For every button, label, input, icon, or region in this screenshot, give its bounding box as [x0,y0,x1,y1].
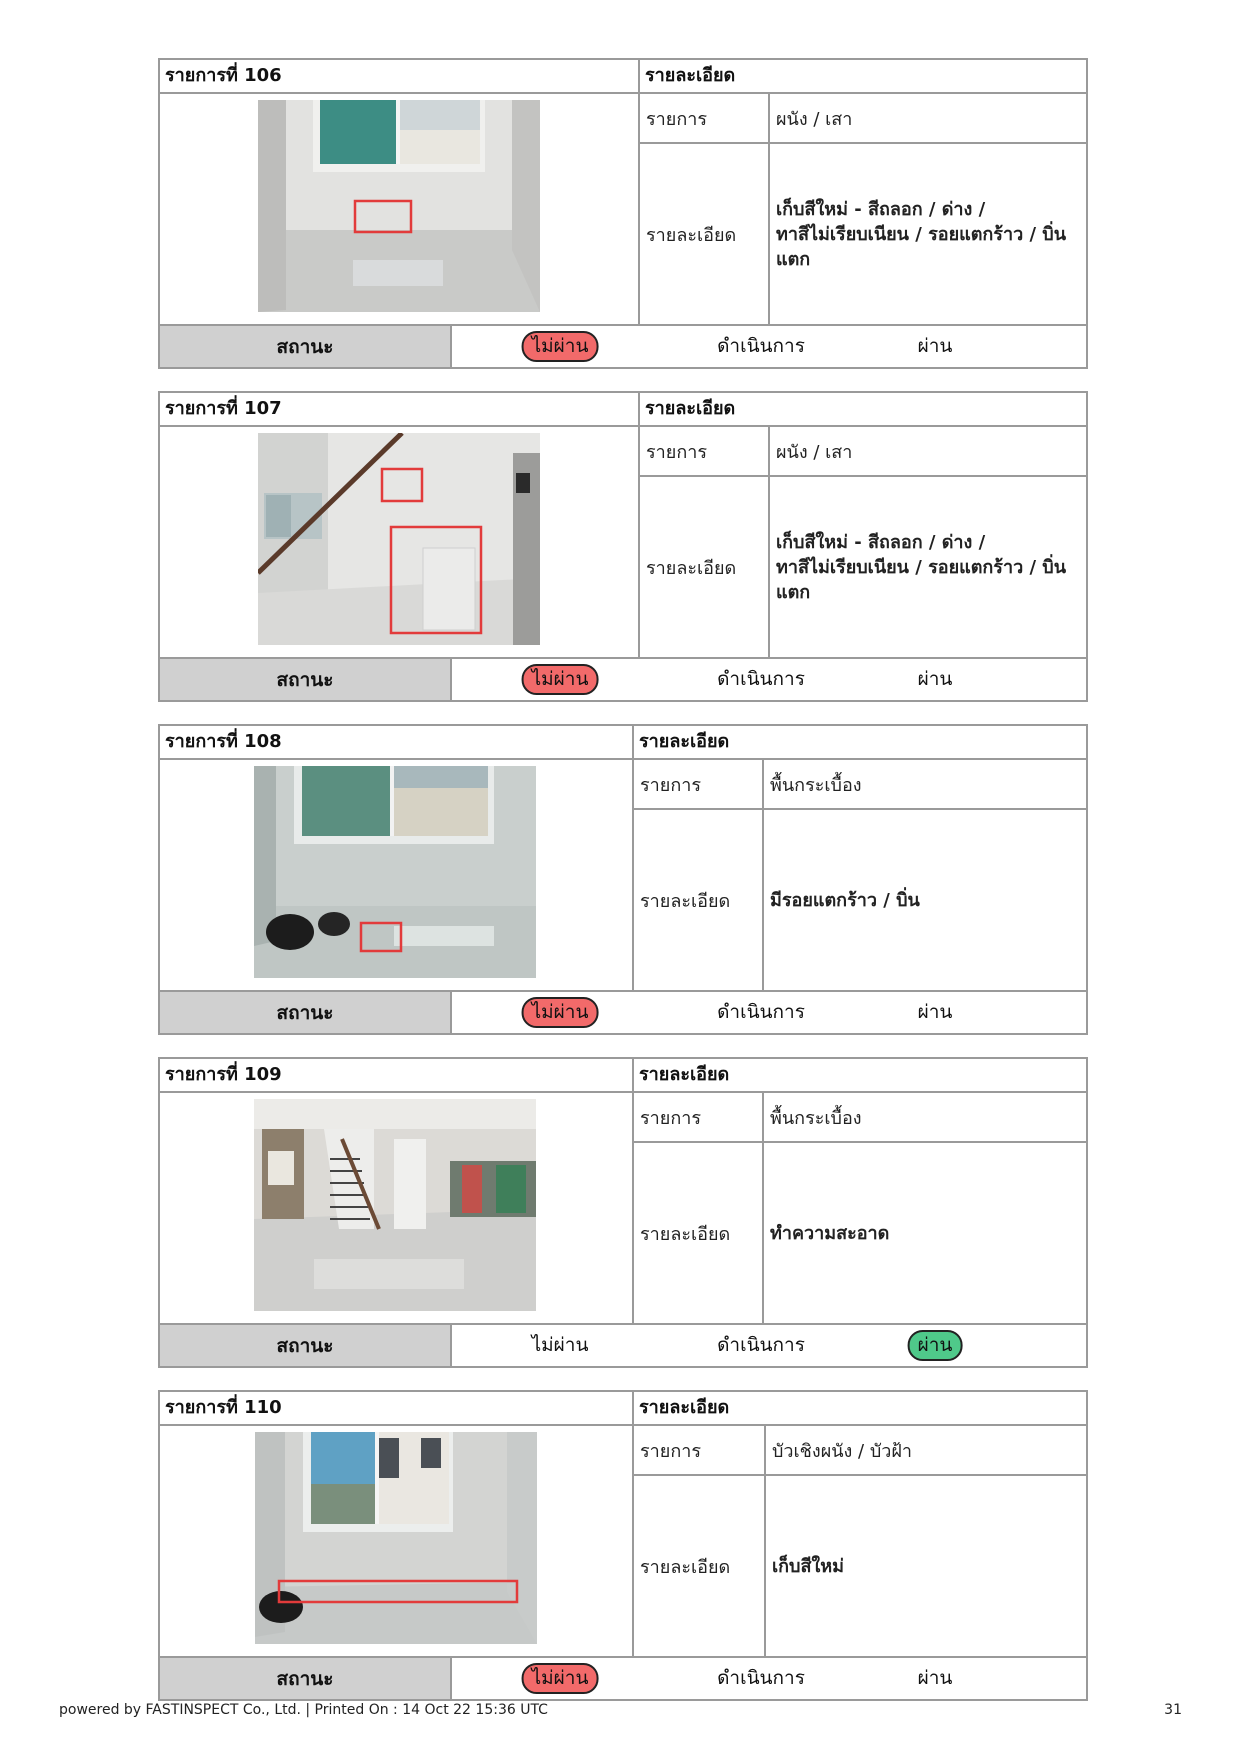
status-label: สถานะ [160,659,452,700]
row-label-item: รายการ [634,1093,764,1141]
row-label-detail: รายละเอียด [640,144,770,324]
status-label: สถานะ [160,326,452,367]
item-title: รายการที่ 110 [160,1392,634,1426]
inspection-item-109 [158,1057,1088,1368]
inspection-item-107 [158,391,1088,702]
row-value-item: ผนัง / เสา [776,441,853,463]
row-label-detail: รายละเอียด [640,477,770,657]
inspection-photo[interactable] [258,100,540,312]
row-value-item: ผนัง / เสา [776,108,853,130]
detail-header: รายละเอียด [634,726,1086,760]
inspection-photo[interactable] [258,433,540,645]
status-pass-option[interactable]: ผ่าน [917,335,953,357]
status-in-progress-option[interactable]: ดำเนินการ [717,668,805,690]
row-label-item: รายการ [634,1426,766,1474]
detail-line-1: ทำความสะอาด [770,1222,890,1244]
status-pass-option[interactable]: ผ่าน [917,1667,953,1689]
status-bar [160,990,1086,1033]
status-pass-option[interactable]: ผ่าน [917,1001,953,1023]
photo-cell [160,1093,634,1323]
status-bar [160,1656,1086,1699]
status-bar [160,1323,1086,1366]
status-fail-option[interactable]: ไม่ผ่าน [522,1663,599,1694]
item-title: รายการที่ 107 [160,393,640,427]
row-value-detail [770,144,1086,324]
photo-cell [160,427,640,657]
row-value-detail [770,477,1086,657]
page-number: 31 [1164,1702,1182,1718]
row-label-detail: รายละเอียด [634,810,764,990]
inspection-item-110 [158,1390,1088,1701]
status-pass-option[interactable]: ผ่าน [908,1330,963,1361]
detail-line-1: มีรอยแตกร้าว / บิ่น [770,889,920,911]
status-bar [160,657,1086,700]
row-label-item: รายการ [634,760,764,808]
detail-header: รายละเอียด [634,1059,1086,1093]
status-in-progress-option[interactable]: ดำเนินการ [717,1334,805,1356]
status-pass-option[interactable]: ผ่าน [917,668,953,690]
detail-header: รายละเอียด [640,60,1086,94]
inspection-photo[interactable] [254,766,536,978]
item-title: รายการที่ 108 [160,726,634,760]
status-in-progress-option[interactable]: ดำเนินการ [717,1001,805,1023]
inspection-photo[interactable] [255,1432,537,1644]
photo-cell [160,760,634,990]
detail-header: รายละเอียด [640,393,1086,427]
status-fail-option[interactable]: ไม่ผ่าน [531,1334,589,1356]
item-title: รายการที่ 106 [160,60,640,94]
inspection-item-106 [158,58,1088,369]
detail-line-1: เก็บสีใหม่ - สีถลอก / ด่าง / [776,198,986,220]
photo-cell [160,94,640,324]
inspection-photo[interactable] [254,1099,536,1311]
row-label-item: รายการ [640,427,770,475]
row-value-item: พื้นกระเบื้อง [770,774,862,796]
status-label: สถานะ [160,992,452,1033]
row-value-detail [766,1476,1086,1656]
status-fail-option[interactable]: ไม่ผ่าน [522,331,599,362]
detail-line-1: เก็บสีใหม่ - สีถลอก / ด่าง / [776,531,986,553]
inspection-item-108 [158,724,1088,1035]
status-label: สถานะ [160,1658,452,1699]
row-label-item: รายการ [640,94,770,142]
footer-credit: powered by FASTINSPECT Co., Ltd. | Printed On : 14 Oct 22 15:36 UTC [59,1702,548,1718]
status-label: สถานะ [160,1325,452,1366]
status-in-progress-option[interactable]: ดำเนินการ [717,335,805,357]
row-value-detail [764,1143,1086,1323]
row-label-detail: รายละเอียด [634,1476,766,1656]
row-value-detail [764,810,1086,990]
row-value-item: บัวเชิงผนัง / บัวฝ้า [772,1440,913,1462]
item-title: รายการที่ 109 [160,1059,634,1093]
row-value-item: พื้นกระเบื้อง [770,1107,862,1129]
detail-line-2: ทาสีไม่เรียบเนียน / รอยแตกร้าว / บิ่นแตก [776,223,1067,270]
detail-header: รายละเอียด [634,1392,1086,1426]
status-fail-option[interactable]: ไม่ผ่าน [522,664,599,695]
status-fail-option[interactable]: ไม่ผ่าน [522,997,599,1028]
row-label-detail: รายละเอียด [634,1143,764,1323]
status-in-progress-option[interactable]: ดำเนินการ [717,1667,805,1689]
photo-cell [160,1426,634,1656]
status-bar [160,324,1086,367]
detail-line-1: เก็บสีใหม่ [772,1555,844,1577]
detail-line-2: ทาสีไม่เรียบเนียน / รอยแตกร้าว / บิ่นแตก [776,556,1067,603]
